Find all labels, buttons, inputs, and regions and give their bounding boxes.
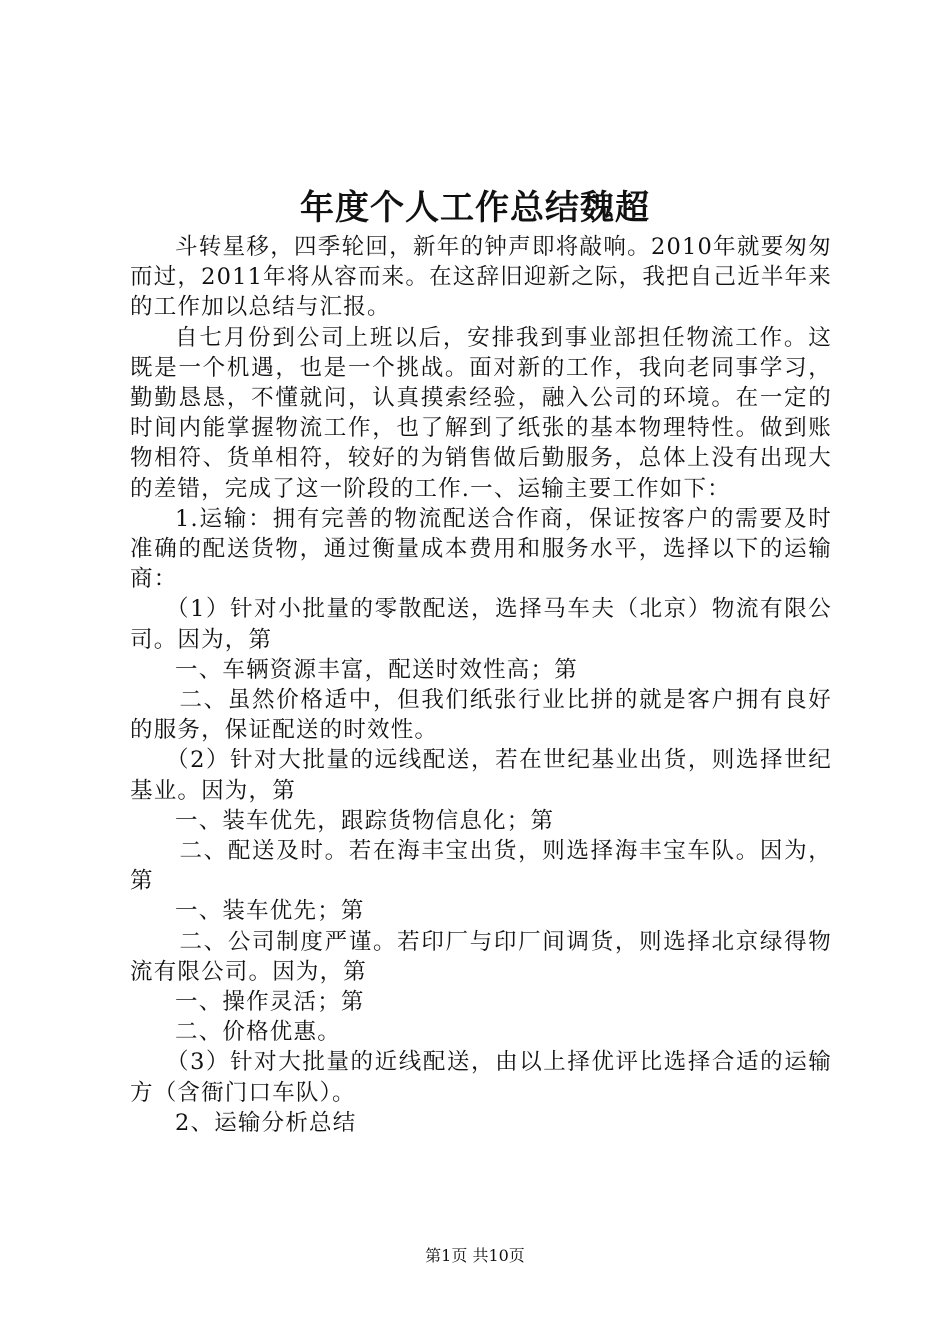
paragraph: 一、车辆资源丰富，配送时效性高；第 [175,656,578,683]
paragraph: 二、价格优惠。 [175,1019,341,1046]
paragraph: 二、配送及时。若在海丰宝出货，则选择海丰宝车队。因为，第 [130,838,832,895]
paragraph: （1）针对小批量的零散配送，选择马车夫（北京）物流有限公司。因为，第 [130,596,832,653]
paragraph: 2、运输分析总结 [175,1109,357,1136]
page-footer: 第1页 共10页 [425,1246,525,1265]
paragraph: 一、装车优先，跟踪货物信息化；第 [175,807,555,834]
paragraph: 斗转星移，四季轮回，新年的钟声即将敲响。2010年就要匆匆而过，2011年将从容而来。在这辞旧迎新之际，我把自己近半年来的工作加以总结与汇报。 [130,234,832,321]
paragraph: 一、装车优先；第 [175,898,365,925]
paragraph: 一、操作灵活；第 [175,989,365,1016]
paragraph: （2）针对大批量的远线配送，若在世纪基业出货，则选择世纪基业。因为，第 [130,747,832,804]
paragraph: 自七月份到公司上班以后，安排我到事业部担任物流工作。这既是一个机遇，也是一个挑战。面对新的工作，我向老同事学习，勤勤恳恳，不懂就问，认真摸索经验，融入公司的环境。在一定的时间内能掌握物流工作，也了解到了纸张的基本物理特性。做到账物相符、货单相符，较好的为销售做后勤服务，总体上没有出现大的差错，完成了这一阶段的工作.一、运输主要工作如下： [130,324,832,502]
paragraph: 二、虽然价格适中，但我们纸张行业比拼的就是客户拥有良好的服务，保证配送的时效性。 [130,687,832,744]
document-title: 年度个人工作总结魏超 [300,188,650,228]
paragraph: 1.运输：拥有完善的物流配送合作商，保证按客户的需要及时准确的配送货物，通过衡量成本费用和服务水平，选择以下的运输商： [130,505,832,593]
document-body [130,232,832,1138]
paragraph: 二、公司制度严谨。若印厂与印厂间调货，则选择北京绿得物流有限公司。因为，第 [130,928,832,985]
paragraph: （3）针对大批量的近线配送，由以上择优评比选择合适的运输方（含衙门口车队）。 [130,1049,832,1106]
